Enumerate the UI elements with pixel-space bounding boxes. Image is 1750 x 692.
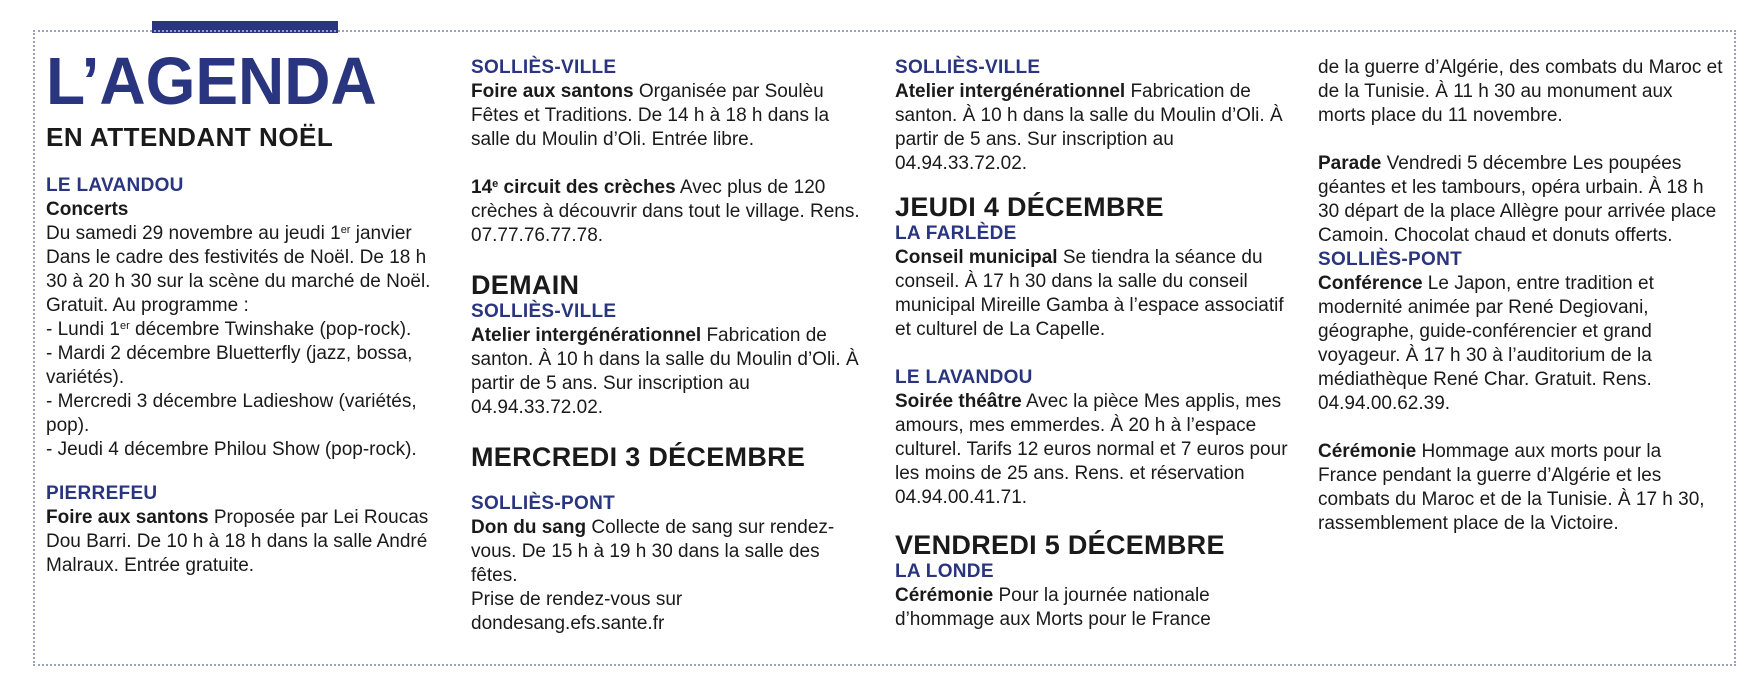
- event-don-du-sang: [471, 516, 871, 636]
- column-3: [895, 40, 1295, 632]
- page-subtitle: EN ATTENDANT NOËL: [46, 122, 334, 152]
- program-item: - Lundi 1: [46, 319, 120, 340]
- event-soiree-theatre: [895, 390, 1295, 510]
- location-sollies-ville: SOLLIÈS-VILLE: [895, 57, 1041, 78]
- program-item: - Jeudi 4 décembre Philou Show (pop-rock).: [46, 439, 417, 460]
- program-item: décembre Twinshake (pop-rock).: [129, 319, 412, 340]
- event-atelier: [471, 324, 871, 420]
- event-title: Cérémonie: [1318, 441, 1417, 462]
- event-text: Fabrication de santon. À 10 h dans la salle du Moulin d’Oli. À partir de 5 ans. Sur inscription au 04.94.33.72.02.: [895, 81, 1283, 174]
- event-title: Parade: [1318, 153, 1382, 174]
- event-text: Organisée par Soulèu Fêtes et Traditions. De 14 h à 18 h dans la salle du Moulin d’Oli. Entrée libre.: [471, 81, 830, 150]
- location-pierrefeu: PIERREFEU: [46, 483, 158, 504]
- page-title: L’AGENDA: [46, 42, 377, 119]
- day-heading-demain: DEMAIN: [471, 270, 580, 300]
- day-heading-mercredi: MERCREDI 3 DÉCEMBRE: [471, 442, 806, 472]
- event-text: Le Japon, entre tradition et modernité animée par René Degiovani, géographe, guide-conférencier et grand voyageur. À 17 h 30 à l’auditorium de la médiathèque René Char. Gratuit. Rens. 04.94.00.62.39.: [1318, 273, 1654, 414]
- program-item: - Mercredi 3 décembre Ladieshow (variétés, pop).: [46, 391, 417, 436]
- event-title: Concerts: [46, 199, 129, 220]
- event-text: Avec la pièce Mes applis, mes amours, mes emmerdes. À 20 h à l’espace culturel. Tarifs 12 euros normal et 7 euros pour les moins de 25 ans. Rens. et réservation 04.94.00.41.71.: [895, 391, 1288, 508]
- day-heading-jeudi: JEUDI 4 DÉCEMBRE: [895, 192, 1164, 222]
- program-item: - Mardi 2 décembre Bluetterfly (jazz, bossa, variétés).: [46, 343, 413, 388]
- event-text: Proposée par Lei Roucas Dou Barri. De 10 h à 18 h dans la salle André Malraux. Entrée gratuite.: [46, 507, 429, 576]
- event-title: Cérémonie: [895, 585, 994, 606]
- event-text: Hommage aux morts pour la France pendant la guerre d’Algérie et les combats du Maroc et de la Tunisie. À 17 h 30, rassemblement place de la Victoire.: [1318, 441, 1705, 534]
- location-le-lavandou: LE LAVANDOU: [46, 175, 184, 196]
- event-text: Collecte de sang sur rendez-vous. De 15 h à 19 h 30 dans la salle des fêtes.: [471, 517, 835, 586]
- event-title: Foire aux santons: [471, 81, 634, 102]
- superscript: er: [340, 224, 351, 236]
- event-text: Pour la journée nationale d’hommage aux Morts pour le France: [895, 585, 1211, 630]
- superscript: er: [119, 320, 130, 332]
- location-sollies-pont: SOLLIÈS-PONT: [471, 493, 615, 514]
- location-sollies-ville: SOLLIÈS-VILLE: [471, 301, 617, 322]
- column-1: [46, 40, 446, 578]
- event-title: Soirée théâtre: [895, 391, 1022, 412]
- event-ceremonie-victoire: [1318, 440, 1723, 536]
- event-conference: [1318, 272, 1723, 416]
- event-circuit-creches: [471, 176, 871, 248]
- location-le-lavandou: LE LAVANDOU: [895, 367, 1033, 388]
- event-continued-text: de la guerre d’Algérie, des combats du Maroc et de la Tunisie. À 11 h 30 au monument aux morts place du 11 novembre.: [1318, 57, 1723, 126]
- location-la-farlede: LA FARLÈDE: [895, 223, 1017, 244]
- event-parade: [1318, 152, 1723, 248]
- event-text: janvier Dans le cadre des festivités de Noël. De 18 h 30 à 20 h 30 sur la scène du marché de Noël. Gratuit. Au programme :: [46, 223, 431, 316]
- event-text: Vendredi 5 décembre Les poupées géantes et les tambours, opéra urbain. À 18 h 30 départ de la place Allègre pour arrivée place Camoin. Chocolat chaud et donuts offerts.: [1318, 153, 1717, 246]
- event-text: Prise de rendez-vous sur dondesang.efs.sante.fr: [471, 589, 683, 634]
- event-title: Atelier intergénérationnel: [471, 325, 702, 346]
- event-concerts: [46, 198, 446, 462]
- column-4: [1318, 40, 1723, 536]
- event-text: Du samedi 29 novembre au jeudi 1: [46, 223, 341, 244]
- event-foire-sollies: [471, 80, 871, 152]
- superscript: e: [492, 178, 499, 190]
- event-title: Foire aux santons: [46, 507, 209, 528]
- day-heading-vendredi: VENDREDI 5 DÉCEMBRE: [895, 530, 1225, 560]
- event-title: Atelier intergénérationnel: [895, 81, 1126, 102]
- event-title-part: 14: [471, 177, 493, 198]
- column-2: [471, 40, 871, 636]
- event-text: Fabrication de santon. À 10 h dans la salle du Moulin d’Oli. À partir de 5 ans. Sur inscription au 04.94.33.72.02.: [471, 325, 859, 418]
- event-title-part: circuit des crèches: [498, 177, 676, 198]
- location-sollies-pont: SOLLIÈS-PONT: [1318, 249, 1462, 270]
- location-la-londe: LA LONDE: [895, 561, 994, 582]
- event-ceremonie-londe: [895, 584, 1295, 632]
- event-title: Conférence: [1318, 273, 1423, 294]
- event-text: Se tiendra la séance du conseil. À 17 h 30 dans la salle du conseil municipal Mireille Gamba à l’espace associatif et culturel de La Capelle.: [895, 247, 1284, 340]
- event-title: [471, 177, 676, 198]
- event-atelier: [895, 80, 1295, 176]
- location-sollies-ville: SOLLIÈS-VILLE: [471, 57, 617, 78]
- event-title: Conseil municipal: [895, 247, 1058, 268]
- event-foire-pierrefeu: [46, 506, 446, 578]
- event-title: Don du sang: [471, 517, 587, 538]
- event-conseil-municipal: [895, 246, 1295, 342]
- event-text: Avec plus de 120 crèches à découvrir dans tout le village. Rens. 07.77.76.77.78.: [471, 177, 860, 246]
